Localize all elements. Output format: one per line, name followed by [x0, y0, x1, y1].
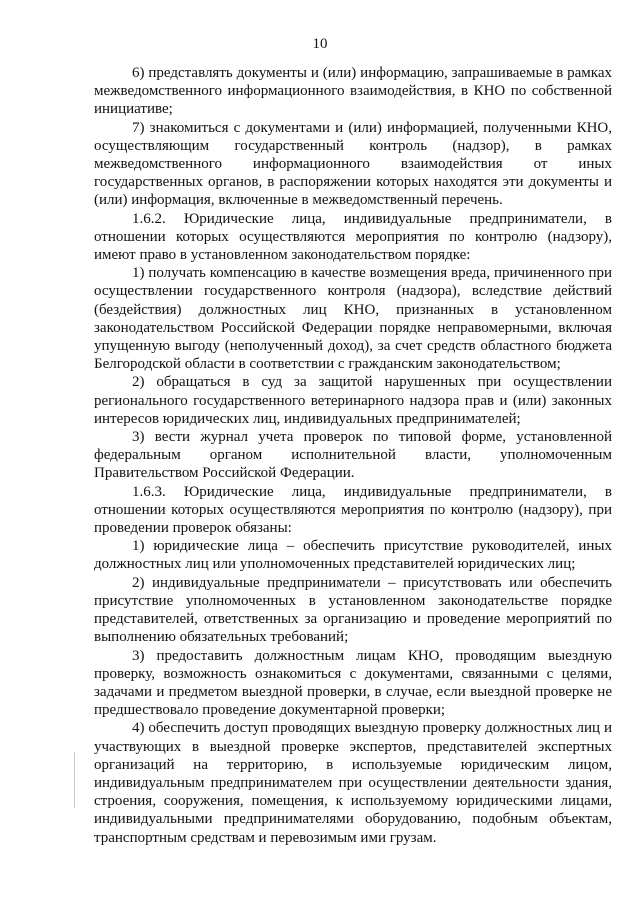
- paragraph-6-submit-documents: 6) представлять документы и (или) информацию, запрашиваемые в рамках межведомственного информационного взаимодействия, в КНО по собственной инициативе;: [94, 65, 612, 118]
- paragraph-4-provide-access: 4) обеспечить доступ проводящих выездную проверку должностных лиц и участвующих в выездной проверке экспертов, представителей экспертных организаций на территорию, в используемые юридическим лицом, индивидуальным предпринимателем при осуществлении деятельности здания, строения, сооружения, помещения, к используемому юридическими лицами, индивидуальными предпринимателями оборудованию, подобным объектам, транспортным средствам и перевозимым ими грузам.: [94, 720, 612, 846]
- paragraph-1-compensation: 1) получать компенсацию в качестве возмещения вреда, причиненного при осуществлении государственного контроля (надзора), вследствие действий (бездействия) должностных лиц КНО, признанных в установленном законодательством Российской Федерации порядке неправомерными, включая упущенную выгоду (неполученный доход), за счет средств областного бюджета Белгородской области в соответствии с гражданским законодательством;: [94, 265, 612, 373]
- paragraph-1-legal-entities-presence: 1) юридические лица – обеспечить присутствие руководителей, иных должностных лиц или уполномоченных представителей юридических лиц;: [94, 538, 612, 573]
- paragraph-3-inspection-journal: 3) вести журнал учета проверок по типовой форме, установленной федеральным органом исполнительной власти, уполномоченным Правительством Российской Федерации.: [94, 429, 612, 482]
- paragraph-2-entrepreneurs-presence: 2) индивидуальные предприниматели – присутствовать или обеспечить присутствие уполномоченных в установленном законодательстве порядке представителей, ответственных за организацию и проведение мероприятий по выполнению обязательных требований;: [94, 574, 612, 646]
- paragraph-2-court-appeal: 2) обращаться в суд за защитой нарушенных при осуществлении регионального государственного ветеринарного надзора прав и (или) законных интересов юридических лиц, индивидуальных предпринимателей;: [94, 374, 612, 427]
- scan-margin-mark: [74, 752, 75, 808]
- paragraph-3-provide-documents: 3) предоставить должностным лицам КНО, проводящим выездную проверку, возможность ознакомиться с документами, связанными с целями, задачами и предметом выездной проверки, в случае, если выездной проверке не предшествовало проведение документарной проверки;: [94, 647, 612, 719]
- section-1-6-2-rights-intro: 1.6.2. Юридические лица, индивидуальные предприниматели, в отношении которых осуществляются мероприятия по контролю (надзору), имеют право в установленном законодательством порядке:: [94, 210, 612, 264]
- document-body: [94, 64, 612, 847]
- section-1-6-3-obligations-intro: 1.6.3. Юридические лица, индивидуальные предприниматели, в отношении которых осуществляются мероприятия по контролю (надзору), при проведении проверок обязаны:: [94, 483, 612, 537]
- paragraph-7-review-documents: 7) знакомиться с документами и (или) информацией, полученными КНО, осуществляющим государственный контроль (надзор), в рамках межведомственного информационного взаимодействия от иных государственных органов, в распоряжении которых находятся эти документы и (или) информация, включенные в межведомственный перечень.: [94, 119, 612, 209]
- page-number: 10: [312, 36, 328, 52]
